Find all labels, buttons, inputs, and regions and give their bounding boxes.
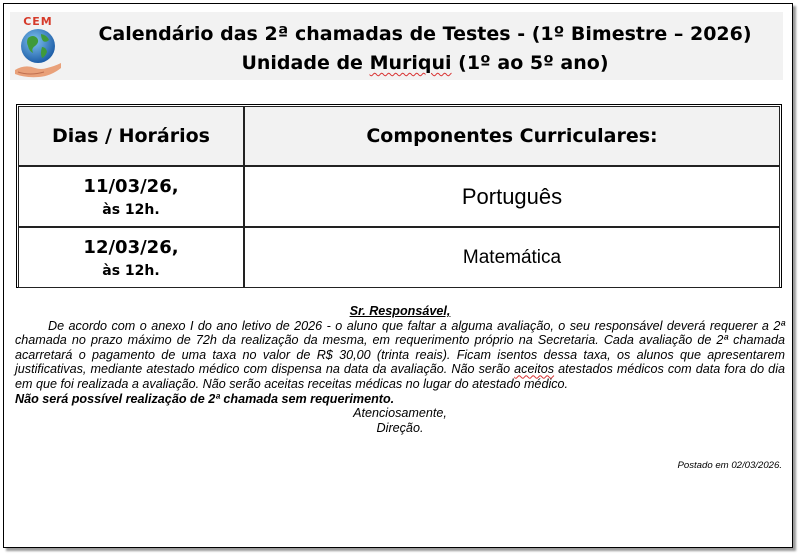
schedule-table-box — [16, 104, 782, 288]
table-header-row — [18, 106, 780, 166]
signature-text: Direção. — [376, 421, 424, 435]
time-text: às 12h. — [102, 201, 160, 218]
notice-warning: Não será possível realização de 2ª chamada sem requerimento. — [15, 391, 395, 406]
title-place: Muriqui — [369, 52, 452, 74]
schedule-table — [18, 106, 780, 288]
notice-body-part-1: De acordo com o anexo I do ano letivo de 2026 - o aluno que faltar a alguma avaliação, o seu responsável deverá requerer a 2ª chamada no prazo máximo de 72h da realização da mesma, em requerimento próprio na Secretaria. Cada avaliação de 2ª chamada acarretará o pagamento de uma taxa no valor de R$ 30,00 (trinta reais). Ficam isentos dessa taxa, os alunos que apresentarem justificativas, mediante atestado médico com dispensa na data da avaliação. Não serão — [15, 318, 785, 377]
title-line-1: Calendário das 2ª chamadas de Testes - (1º Bimestre – 2026) — [98, 23, 752, 45]
title-line-2-suffix: (1º ao 5º ano) — [451, 52, 609, 74]
notice-block — [15, 304, 785, 406]
header-days-times: Dias / Horários — [18, 106, 244, 166]
notice-body-word: aceitos — [514, 362, 555, 377]
closing-text: Atenciosamente, — [353, 406, 447, 420]
date-cell — [18, 166, 244, 227]
logo-text: CEM — [23, 15, 53, 28]
table-row — [18, 166, 780, 227]
school-logo-globe-icon — [12, 14, 64, 82]
date-cell — [18, 227, 244, 288]
notice-title: Sr. Responsável, — [349, 304, 451, 318]
title-line-2 — [70, 49, 780, 78]
date-text: 11/03/26, — [83, 175, 179, 197]
table-row — [18, 227, 780, 288]
subject-cell: Português — [244, 166, 780, 227]
notice-body-part-2: atestados médicos com data fora do dia em que foi realizada a avaliação. Não serão aceitas receitas médicas no lugar do atestado médico. — [15, 362, 785, 391]
page-title — [70, 20, 780, 78]
subject-cell: Matemática — [244, 227, 780, 288]
notice-body — [15, 319, 785, 392]
header-components: Componentes Curriculares: — [244, 106, 780, 166]
time-text: às 12h. — [102, 262, 160, 279]
posted-date: Postado em 02/03/2026. — [677, 460, 782, 471]
title-line-2-prefix: Unidade de — [241, 52, 370, 74]
date-text: 12/03/26, — [83, 236, 179, 258]
